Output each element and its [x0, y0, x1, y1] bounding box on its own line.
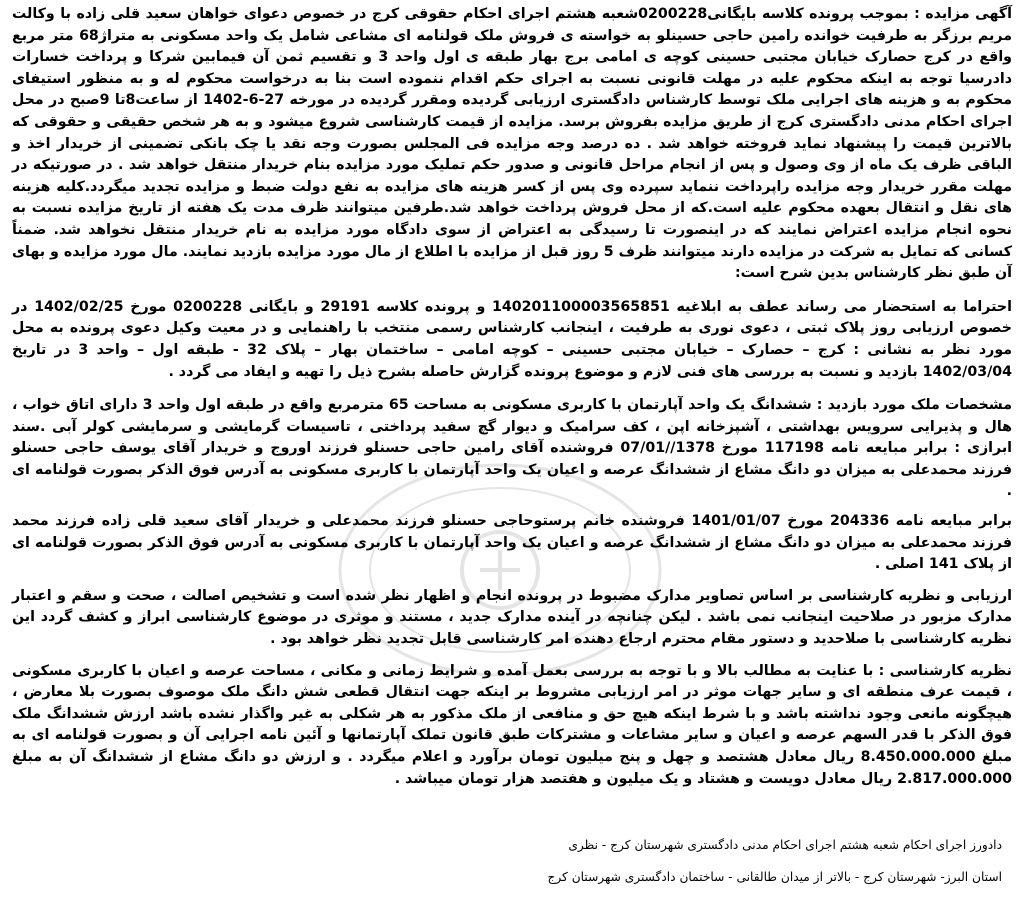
sale-deed-paragraph: برابر مبایعه نامه 204336 مورخ 1401/01/07 فروشنده خانم پرستوحاجی حسنلو فرزند محمدعلی و خریدار آقای سعید قلی زاده فرزند محمد فرزند محمدعلی به میزان دو دانگ مشاع از ششدانگ عرصه و اعیان یک واحد آپارتمان با کاربری مسکونی به آدرس فوق الذکر بصورت قولنامه ای از پلاک 141 اصلی .	[12, 513, 1012, 573]
expert-request-paragraph: احتراما به استحضار می رساند عطف به ابلاغیه 140201100003565851 و پرونده کلاسه 29191 و بایگانی 0200228 مورخ 1402/02/25 در خصوص ارزیابی روز پلاک ثبتی ، دعوی نوری به طرفیت ، اینجانب کارشناس رسمی منتخب با راهنمایی و در معیت وکیل دعوی پرونده به محل مورد نظر به نشانی : کرج – حصارک – خیابان مجتبی حسینی – کوچه امامی – ساختمان بهار – پلاک 32 - طبقه اول – واحد 3 در تاریخ 1402/03/04 بازدید و نسبت به بررسی های فنی لازم و موضوع پرونده گزارش حاصله بشرح ذیل را تهیه و ایفاد می گردد .	[12, 298, 1013, 380]
property-specs-paragraph: مشخصات ملک مورد بازدید : ششدانگ یک واحد آپارتمان با کاربری مسکونی به مساحت 65 مترمربع واقع در طبقه اول واحد 3 دارای اتاق خواب ، هال و پذیرایی سرویس بهداشتی ، آشپزخانه اپن ، کف سرامیک و دیوار گچ سفید پرداختی ، تاسیسات گرمایشی و سرمایشی کولر آبی .سند ابرازی : برابر مبایعه نامه 117198 مورخ 1378//07/01 فروشنده آقای رامین حاجی حسنلو فرزند اوروج و خریدار آقای یوسف حاجی حسنلو فرزند محمدعلی به میزان دو دانگ مشاع از ششدانگ عرصه و اعیان یک واحد آپارتمان با کاربری مسکونی به آدرس فوق الذکر بصورت قولنامه ای .	[12, 397, 1013, 500]
document-review-paragraph: ارزیابی و نظریه کارشناسی بر اساس تصاویر مدارک مضبوط در پرونده انجام و اظهار نظر شده است و تشخیص اصالت ، صحت و سقم و اعتبار مدارک مزبور در صلاحیت اینجانب نمی باشد . لیکن چنانچه در آینده مدارک جدید ، مستند و موثری در موضوع کارشناسی ابراز و کشف گردد این نظریه کارشناسی با صلاحدید و دستور مقام محترم ارجاع دهنده امر کارشناسی قابل تجدید نظر خواهد بود .	[12, 587, 1012, 648]
address-line: استان البرز- شهرستان کرج - بالاتر از میدان طالقانی - ساختمان دادگستری شهرستان کرج	[547, 870, 1002, 884]
expert-opinion-paragraph: نظریه کارشناسی : با عنایت به مطالب بالا و با توجه به بررسی بعمل آمده و شرایط زمانی و مکانی ، مساحت عرصه و اعیان با کاربری مسکونی ، قیمت عرف منطقه ای و سایر جهات موثر در امر ارزیابی مشروط بر اینکه جهت انتقال قطعی شش دانگ ملک موصوف بصورت بلا معارض ، هیچگونه مانعی وجود نداشته باشد و با شرط اینکه هیچ حق و منافعی از ملک مذکور به هر شکلی به غیر واگذار نشده باشد ارزش ششدانگ ملک فوق الذکر با قدر السهم عرصه و اعیان و سایر مشاعات و مشترکات طبق قانون تملک آپارتمانها و آئین نامه اجرایی آن و بصورت قولنامه ای به مبلغ 8.450.000.000 ریال معادل هشتصد و چهل و پنج میلیون تومان برآورد و اعلام میگردد . و ارزش دو دانگ مشاع از ششدانگ آن به مبلغ 2.817.000.000 ریال معادل دویست و هشتاد و یک میلیون و هفتصد هزار تومان میباشد .	[12, 662, 1013, 787]
signature-line: دادورز اجرای احکام شعبه هشتم اجرای احکام مدنی دادگستری شهرستان کرج - نظری	[568, 838, 1002, 852]
auction-notice-paragraph: آگهی مزایده : بموجب پرونده کلاسه بایگانی0200228شعبه هشتم اجرای احکام حقوقی کرج در خصوص دعوای خواهان سعید قلی زاده با وکالت مریم برزگر به طرفیت خوانده رامین حاجی حسینلو به خواسته ی فروش ملک قولنامه ای مشاعی شامل یک واحد مسکونی به متراژ68 متر مربع واقع در کرج حصارک خیابان مجتبی حسینی کوچه ی امامی برج بهار طبقه ی اول واحد 3 و تقسیم ثمن آن فیمابین شرکا و پرداخت خسارات دادرسیا توجه به اینکه محکوم علیه در مهلت قانونی نسبت به اجرای حکم اقدام ننموده است بنا به درخواست محکوم له و به منظور استیفای محکوم به و هزینه های اجرایی ملک توسط کارشناس دادگستری ارزیابی گردیده ومقرر گردیده در مورخه 27-6-1402 از ساعت8تا 9صبح در محل اجرای احکام مدنی دادگستری کرج از طریق مزایده بفروش برسد. مزایده از قیمت کارشناسی شروع میشود و به هر شخص حقیقی و حقوقی که بالاترین قیمت را پیشنهاد نماید فروخته خواهد شد . ده درصد وجه مزایده فی المجلس بصورت وجه نقد یا چک بانکی تضمینی از خریدار اخذ و الباقی ظرف یک ماه از وی وصول و پس از انجام مراحل قانونی و صدور حکم تملیک مورد مزایده بنام خریدار منتقل خواهد شد . در صورتیکه در مهلت مقرر خریدار وجه مزایده راپرداخت ننماید سپرده وی پس از کسر هزینه های مزایده به نفع دولت ضبط و مزایده تجدید میگردد.کلیه هزینه های نقل و انتقال بعهده محکوم علیه است.که از محل فروش پرداخت خواهد شد.طرفین میتوانند ظرف مدت یک هفته از تاریخ مزایده نسبت به نحوه انجام مزایده اعتراض نمایند که در اینصورت تا رسیدگی به اعتراض از سوی دادگاه مورد مزایده به نام خریدار منتقل نخواهد شد. ضمناً کسانی که تمایل به شرکت در مزایده دارند میتوانند ظرف 5 روز قبل از مزایده با اطلاع از مال مورد مزایده بازدید نمایند. مال مورد مزایده و بهای آن طبق نظر کارشناس بدین شرح است:	[12, 6, 1012, 282]
